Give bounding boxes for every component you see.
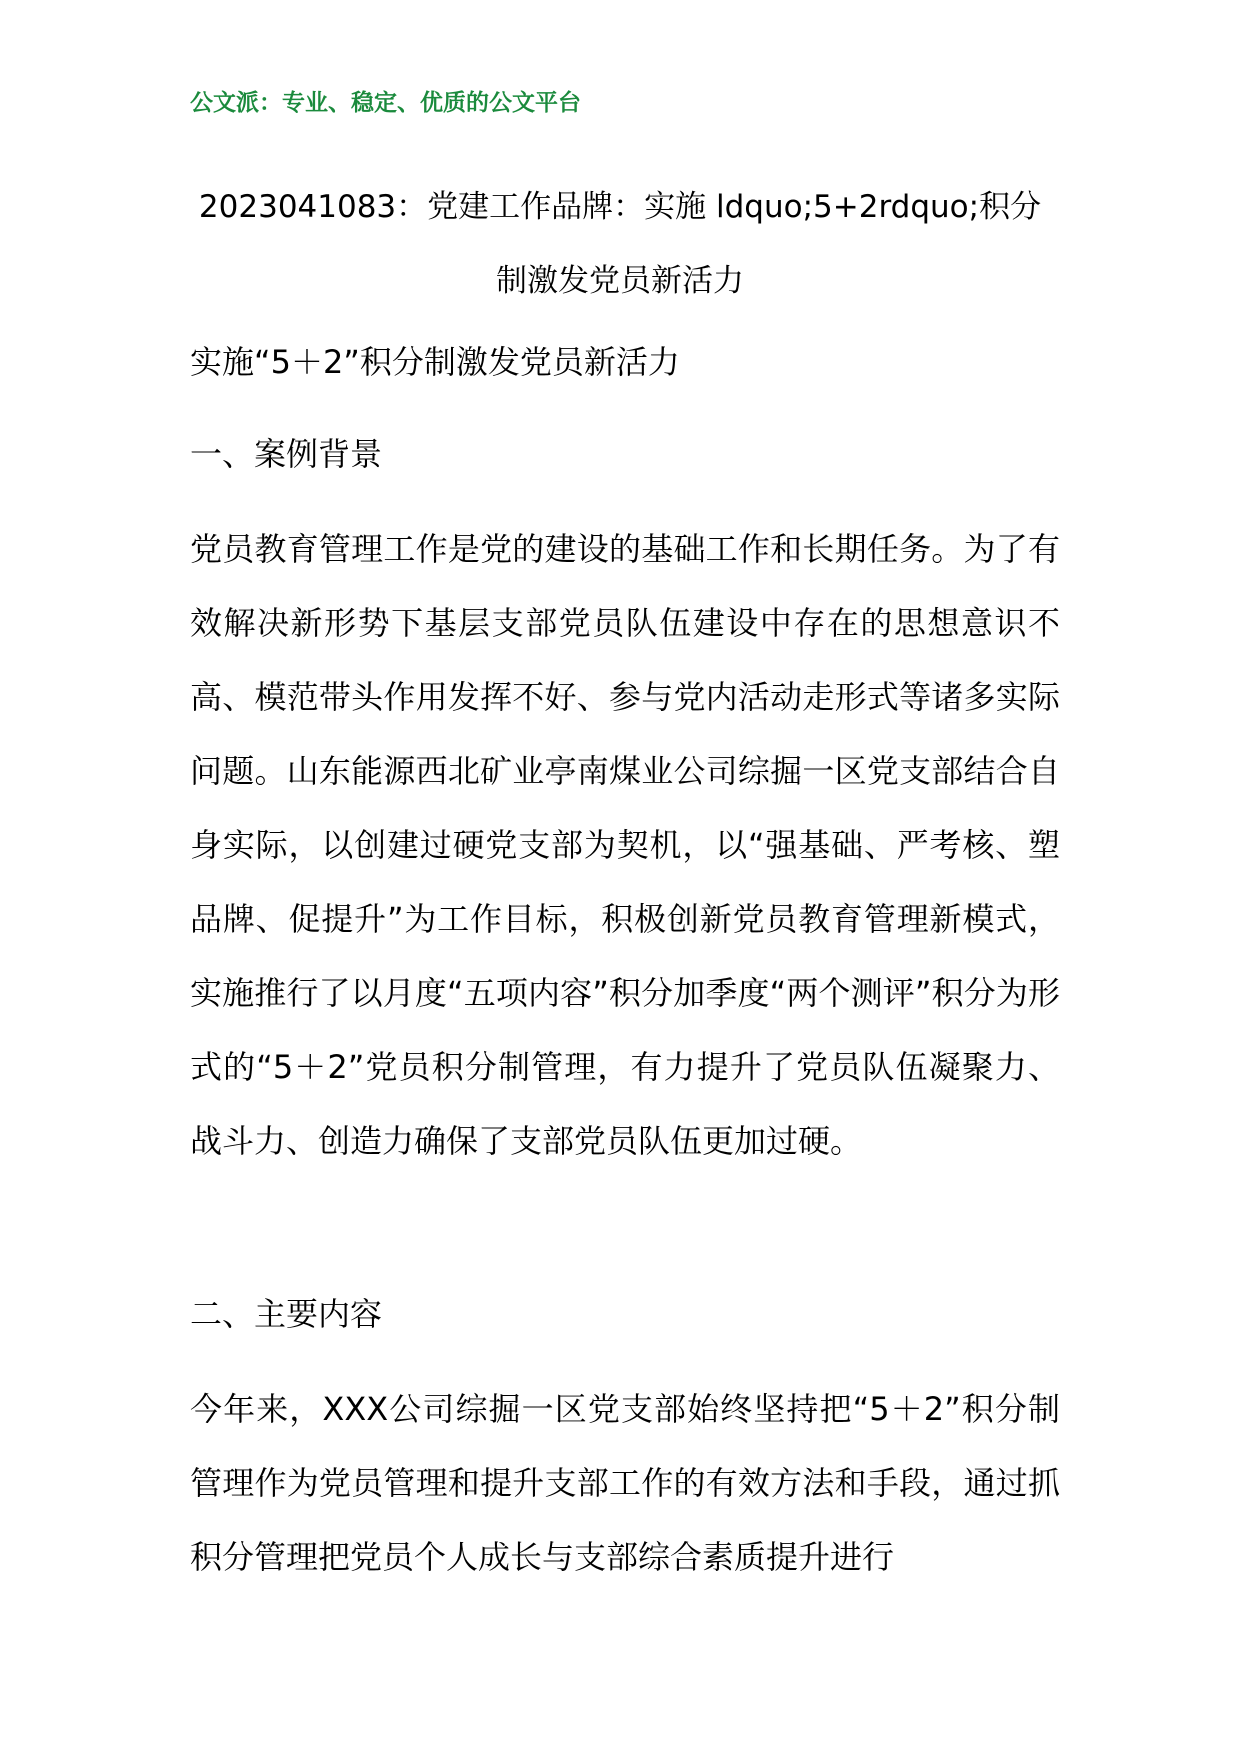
section-heading-main-content: 二、主要内容 (190, 1295, 383, 1333)
section-body-background: 党员教育管理工作是党的建设的基础工作和长期任务。为了有效解决新形势下基层支部党员队伍建设中存在的思想意识不高、模范带头作用发挥不好、参与党内活动走形式等诸多实际问题。山东能源西北矿业亭南煤业公司综掘一区党支部结合自身实际，以创建过硬党支部为契机，以“强基础、严考核、塑品牌、促提升”为工作目标，积极创新党员教育管理新模式，实施推行了以月度“五项内容”积分加季度“两个测评”积分为形式的“5＋2”党员积分制管理，有力提升了党员队伍凝聚力、战斗力、创造力确保了支部党员队伍更加过硬。 (190, 530, 1060, 1160)
section-heading-background: 一、案例背景 (190, 435, 383, 473)
document-title: 2023041083：党建工作品牌：实施 ldquo;5+2rdquo;积分制激发党员新活力 (198, 189, 1042, 299)
brand-header: 公文派：专业、稳定、优质的公文平台 (190, 89, 581, 116)
document-subtitle: 实施“5＋2”积分制激发党员新活力 (190, 343, 680, 381)
section-body-main-content: 今年来，XXX公司综掘一区党支部始终坚持把“5＋2”积分制管理作为党员管理和提升支部工作的有效方法和手段，通过抓积分管理把党员个人成长与支部综合素质提升进行 (190, 1390, 1060, 1576)
